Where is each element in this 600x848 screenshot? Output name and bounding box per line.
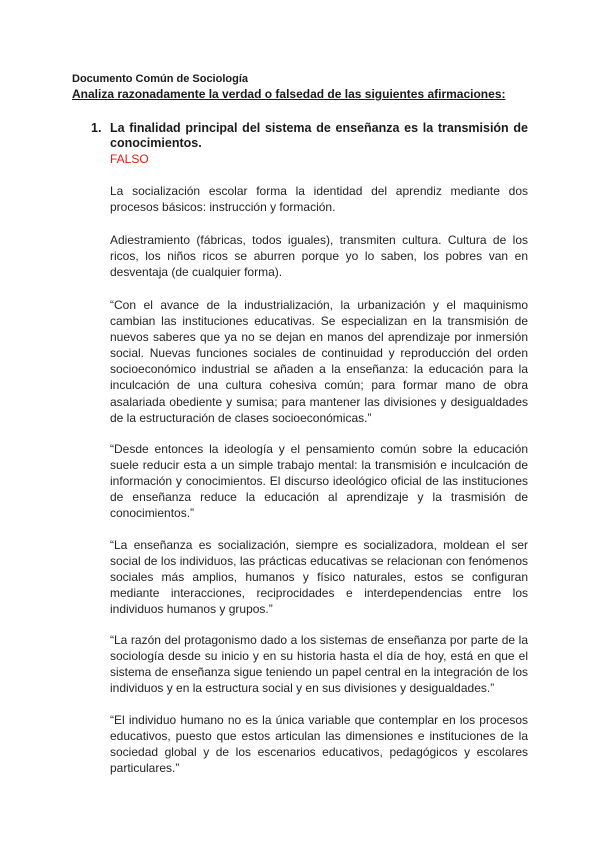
quote-industrializacion: “Con el avance de la industrialización, la urbanización y el maquinismo cambian las instituciones educativas. Se especializan en la transmisión de nuevos saberes que ya no se dejan en manos del aprendizaje por inmersión social. Nuevas funciones sociales de continuidad y reproducción del orden socioeconómico industrial se añaden a la enseñanza: la educación para la inculcación de una cultura cohesiva común; para formar mano de obra asalariada obediente y sumisa; para mantener las divisiones y desigualdades de la estructuración de clases socioeconómicas.” [110, 298, 528, 425]
quote-protagonismo: “La razón del protagonismo dado a los sistemas de enseñanza por parte de la sociología desde su inicio y en su historia hasta el día de hoy, está en que el sistema de enseñanza sigue teniendo un papel central en la integración de los individuos y en la estructura social y en sus divisiones y desigualdades.” [110, 633, 528, 696]
paragraph-adiestramiento: Adiestramiento (fábricas, todos iguales), transmiten cultura. Cultura de los ricos, los niños ricos se aburren porque yo lo saben, los pobres van en desventaja (de cualquier forma). [110, 233, 528, 280]
document-title: Documento Común de Sociología [72, 73, 249, 85]
question-number: 1. [91, 121, 102, 135]
paragraph-socializacion: La socialización escolar forma la identidad del aprendiz mediante dos procesos básicos: instrucción y formación. [110, 184, 528, 215]
quote-ideologia: “Desde entonces la ideología y el pensamiento común sobre la educación suele reducir esta a un simple trabajo mental: la transmisión e inculcación de información y conocimientos. El discurso ideológico oficial de las instituciones de enseñanza reduce la educación al aprendizaje y la trasmisión de conocimientos.” [110, 442, 528, 521]
document-subtitle: Analiza razonadamente la verdad o falsedad de las siguientes afirmaciones: [72, 87, 506, 101]
question-text: La finalidad principal del sistema de enseñanza es la transmisión de conocimientos. [110, 121, 528, 150]
quote-ensenanza-socializacion: “La enseñanza es socialización, siempre es socializadora, moldean el ser social de los individuos, las prácticas educativas se relacionan con fenómenos sociales más amplios, humanos y físico naturales, estos se configuran mediante interacciones, reciprocidades e interdependencias entre los individuos humanos y grupos.” [110, 538, 528, 617]
answer-label: FALSO [110, 152, 149, 166]
quote-individuo: “El individuo humano no es la única variable que contemplar en los procesos educativos, puesto que estos articulan las dimensiones e instituciones de la sociedad global y de los escenarios educativos, pedagógicos y escolares particulares.” [110, 713, 528, 776]
